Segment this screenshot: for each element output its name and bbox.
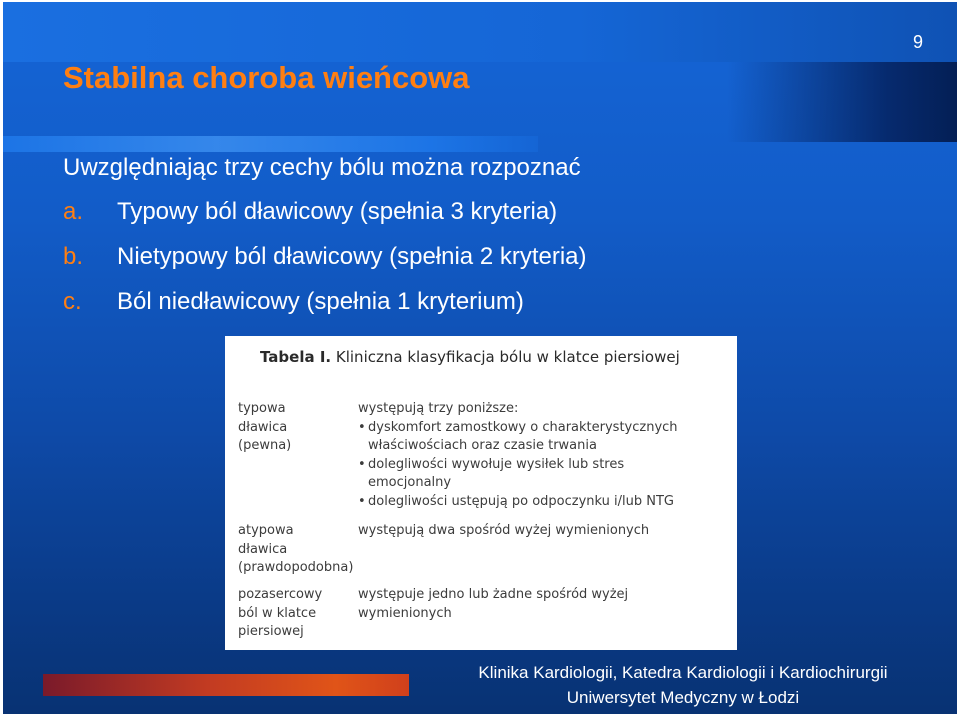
list-item-text: Typowy ból dławicowy (spełnia 3 kryteria) bbox=[117, 198, 558, 225]
bullet-text: dolegliwości wywołuje wysiłek lub stres emocjonalny bbox=[368, 456, 625, 490]
row-type: atypowa dławica (prawdopodobna) bbox=[238, 523, 354, 575]
row-type: typowa dławica (pewna) bbox=[238, 401, 292, 453]
list-item bbox=[63, 288, 587, 333]
footer-line-1: Klinika Kardiologii, Katedra Kardiologii i Kardiochirurgii bbox=[478, 663, 888, 682]
intro-text: Uwzględniając trzy cechy bólu można rozpoznać bbox=[63, 154, 581, 181]
row-intro: występuje jedno lub żadne spośród wyżej wymienionych bbox=[358, 587, 629, 621]
bullet-text: dyskomfort zamostkowy o charakterystycznych właściwościach oraz czasie trwania bbox=[368, 419, 678, 453]
row-intro: występują trzy poniższe: bbox=[358, 401, 519, 416]
list-item-text: Nietypowy ból dławicowy (spełnia 2 kryteria) bbox=[117, 243, 587, 270]
footer bbox=[423, 660, 943, 710]
header-band bbox=[3, 2, 957, 62]
decorative-dark-band bbox=[727, 62, 957, 142]
bullet-item bbox=[358, 419, 737, 456]
slide-title: Stabilna choroba wieńcowa bbox=[63, 60, 470, 95]
row-description bbox=[358, 586, 737, 623]
decorative-red-bar bbox=[43, 674, 409, 696]
table-caption bbox=[260, 346, 730, 368]
row-description bbox=[358, 522, 737, 541]
list-item-letter: c. bbox=[63, 288, 82, 315]
list-item-letter: b. bbox=[63, 243, 84, 270]
bullet-icon: • bbox=[358, 456, 366, 472]
table-caption-label: Tabela I. bbox=[260, 348, 332, 366]
table-caption-text: Kliniczna klasyfikacja bólu w klatce piersiowej bbox=[335, 348, 680, 366]
list-item-text: Ból niedławicowy (spełnia 1 kryterium) bbox=[117, 288, 524, 315]
row-description bbox=[358, 400, 737, 511]
page-number: 9 bbox=[913, 32, 924, 52]
bullet-item bbox=[358, 456, 737, 493]
row-intro: występują dwa spośród wyżej wymienionych bbox=[358, 523, 650, 538]
row-type: pozasercowy ból w klatce piersiowej bbox=[238, 587, 323, 639]
list-item-letter: a. bbox=[63, 198, 84, 225]
bullet-text: dolegliwości ustępują po odpoczynku i/lub NTG bbox=[368, 493, 674, 509]
bullet-icon: • bbox=[358, 493, 366, 509]
bullet-icon: • bbox=[358, 419, 366, 435]
decorative-light-bar bbox=[3, 136, 538, 152]
list-item bbox=[63, 198, 587, 243]
footer-line-2: Uniwersytet Medyczny w Łodzi bbox=[566, 688, 800, 707]
list-item bbox=[63, 243, 587, 288]
slide bbox=[3, 2, 957, 714]
criteria-list bbox=[63, 198, 587, 333]
bullet-item bbox=[358, 493, 737, 512]
classification-table bbox=[225, 336, 737, 650]
